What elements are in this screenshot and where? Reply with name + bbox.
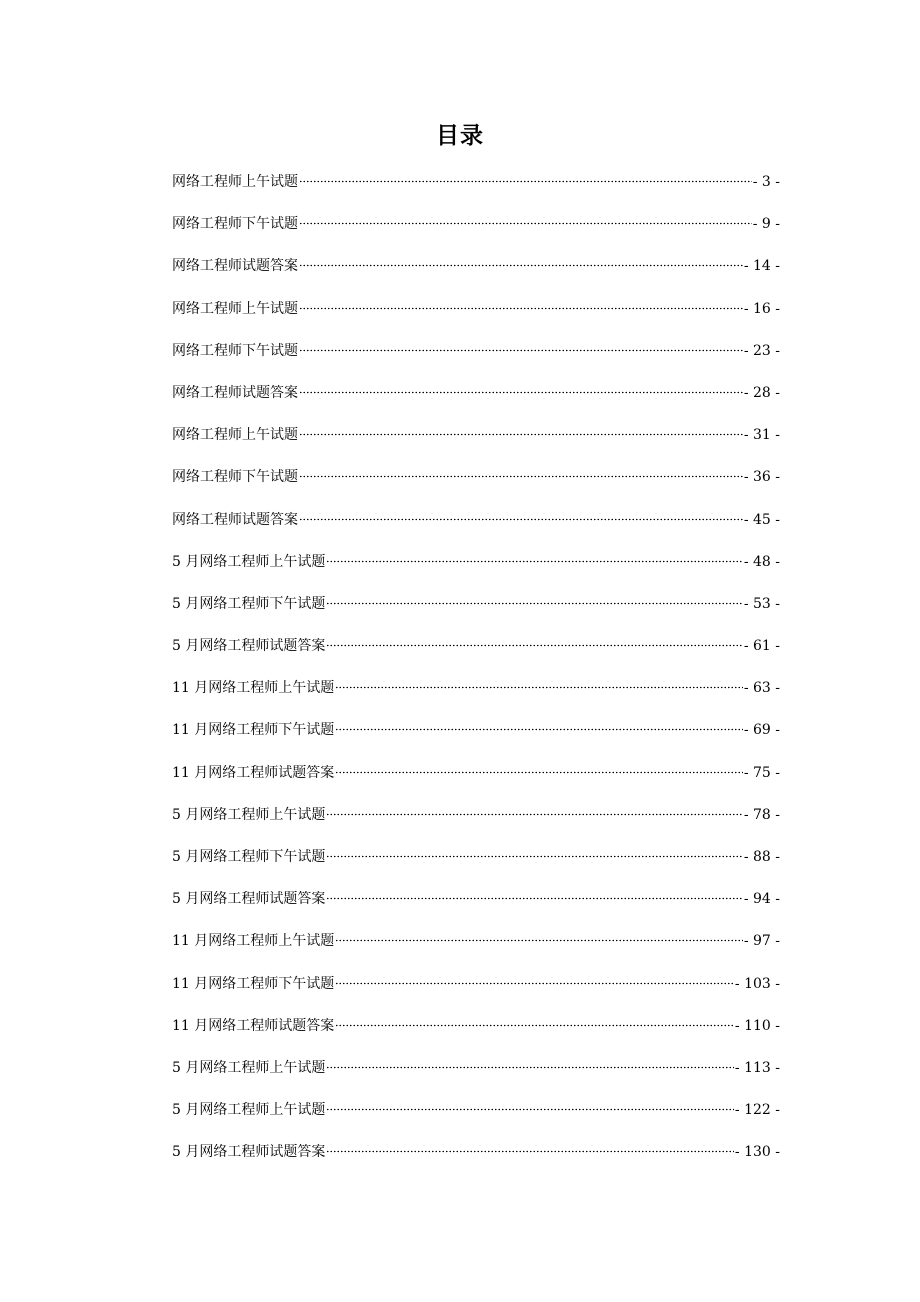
toc-entry-page: - 110 - — [734, 1017, 780, 1034]
toc-entry-page: - 122 - — [734, 1102, 780, 1119]
toc-entry-page: - 9 - — [752, 216, 780, 233]
toc-entry[interactable] — [172, 759, 780, 801]
toc-entry-title: 5 月网络工程师上午试题 — [172, 1102, 326, 1119]
toc-dot-leader — [299, 430, 743, 436]
toc-entry-page: - 75 - — [743, 764, 780, 781]
toc-entry-page: - 53 - — [743, 595, 780, 612]
toc-entry-title: 5 月网络工程师试题答案 — [172, 638, 326, 655]
toc-entry[interactable] — [172, 1096, 780, 1138]
toc-entry[interactable] — [172, 632, 780, 674]
toc-dot-leader — [326, 557, 742, 563]
toc-entry[interactable] — [172, 421, 780, 463]
toc-dot-leader — [299, 261, 743, 267]
toc-dot-leader — [335, 725, 743, 731]
toc-entry[interactable] — [172, 1138, 780, 1180]
toc-entry[interactable] — [172, 506, 780, 548]
toc-entry[interactable] — [172, 590, 780, 632]
toc-entry[interactable] — [172, 379, 780, 421]
toc-entry-page: - 69 - — [743, 722, 780, 739]
toc-entry-title: 网络工程师试题答案 — [172, 511, 298, 528]
toc-dot-leader — [335, 1021, 734, 1027]
toc-entry[interactable] — [172, 927, 780, 969]
toc-dot-leader — [335, 768, 743, 774]
toc-dot-leader — [326, 810, 742, 816]
toc-entry[interactable] — [172, 1054, 780, 1096]
toc-entry[interactable] — [172, 295, 780, 337]
toc-dot-leader — [299, 346, 743, 352]
toc-entry-page: - 14 - — [743, 258, 780, 275]
toc-list — [172, 168, 780, 1181]
toc-entry[interactable] — [172, 1012, 780, 1054]
toc-dot-leader — [326, 1105, 734, 1111]
toc-dot-leader — [326, 894, 742, 900]
toc-dot-leader — [299, 177, 752, 183]
toc-dot-leader — [335, 683, 743, 689]
toc-dot-leader — [326, 852, 742, 858]
toc-entry-page: - 36 - — [743, 469, 780, 486]
toc-entry-page: - 103 - — [734, 975, 780, 992]
toc-entry[interactable] — [172, 843, 780, 885]
toc-entry-page: - 94 - — [743, 891, 780, 908]
toc-dot-leader — [299, 219, 752, 225]
toc-entry-title: 11 月网络工程师上午试题 — [172, 680, 335, 697]
toc-entry-page: - 113 - — [734, 1059, 780, 1076]
toc-entry-title: 11 月网络工程师上午试题 — [172, 933, 335, 950]
toc-dot-leader — [299, 388, 743, 394]
toc-entry[interactable] — [172, 168, 780, 210]
toc-entry-title: 网络工程师下午试题 — [172, 469, 298, 486]
toc-entry-page: - 78 - — [743, 806, 780, 823]
toc-entry-title: 5 月网络工程师上午试题 — [172, 1059, 326, 1076]
toc-entry-title: 11 月网络工程师下午试题 — [172, 722, 335, 739]
toc-entry-page: - 16 - — [743, 300, 780, 317]
toc-dot-leader — [326, 599, 742, 605]
toc-entry-title: 5 月网络工程师下午试题 — [172, 595, 326, 612]
toc-entry-title: 网络工程师试题答案 — [172, 384, 298, 401]
toc-entry[interactable] — [172, 548, 780, 590]
toc-entry-title: 5 月网络工程师上午试题 — [172, 806, 326, 823]
toc-entry-title: 11 月网络工程师试题答案 — [172, 764, 335, 781]
toc-entry-title: 11 月网络工程师试题答案 — [172, 1017, 335, 1034]
toc-entry-page: - 3 - — [752, 174, 780, 190]
toc-entry[interactable] — [172, 885, 780, 927]
toc-entry-title: 网络工程师下午试题 — [172, 342, 298, 359]
toc-dot-leader — [299, 472, 743, 478]
toc-entry-page: - 61 - — [743, 638, 780, 655]
toc-entry[interactable] — [172, 716, 780, 758]
toc-entry-title: 网络工程师下午试题 — [172, 216, 298, 233]
toc-entry[interactable] — [172, 337, 780, 379]
toc-entry[interactable] — [172, 674, 780, 716]
toc-title: 目录 — [436, 123, 484, 149]
toc-entry[interactable] — [172, 801, 780, 843]
toc-entry-title: 5 月网络工程师试题答案 — [172, 891, 326, 908]
toc-entry-page: - 88 - — [743, 849, 780, 865]
toc-entry-title: 5 月网络工程师上午试题 — [172, 553, 326, 570]
toc-entry-page: - 23 - — [743, 342, 780, 359]
toc-entry-page: - 45 - — [743, 511, 780, 528]
toc-entry[interactable] — [172, 252, 780, 294]
toc-entry-title: 网络工程师上午试题 — [172, 427, 298, 444]
toc-dot-leader — [299, 304, 743, 310]
toc-entry[interactable] — [172, 210, 780, 252]
toc-dot-leader — [326, 1147, 734, 1153]
toc-entry[interactable] — [172, 970, 780, 1012]
toc-entry-page: - 130 - — [734, 1144, 780, 1161]
toc-entry-page: - 97 - — [743, 933, 780, 950]
toc-entry-title: 11 月网络工程师下午试题 — [172, 975, 335, 992]
toc-dot-leader — [335, 979, 734, 985]
toc-dot-leader — [326, 1063, 734, 1069]
toc-entry-title: 5 月网络工程师下午试题 — [172, 849, 326, 865]
toc-entry-title: 5 月网络工程师试题答案 — [172, 1144, 326, 1161]
toc-entry[interactable] — [172, 463, 780, 505]
toc-entry-page: - 31 - — [743, 427, 780, 444]
toc-entry-title: 网络工程师上午试题 — [172, 300, 298, 317]
toc-entry-page: - 28 - — [743, 384, 780, 401]
toc-entry-title: 网络工程师上午试题 — [172, 174, 298, 190]
toc-entry-page: - 48 - — [743, 553, 780, 570]
toc-dot-leader — [299, 515, 743, 521]
toc-entry-page: - 63 - — [743, 680, 780, 697]
toc-dot-leader — [335, 936, 743, 942]
toc-entry-title: 网络工程师试题答案 — [172, 258, 298, 275]
toc-dot-leader — [326, 641, 742, 647]
